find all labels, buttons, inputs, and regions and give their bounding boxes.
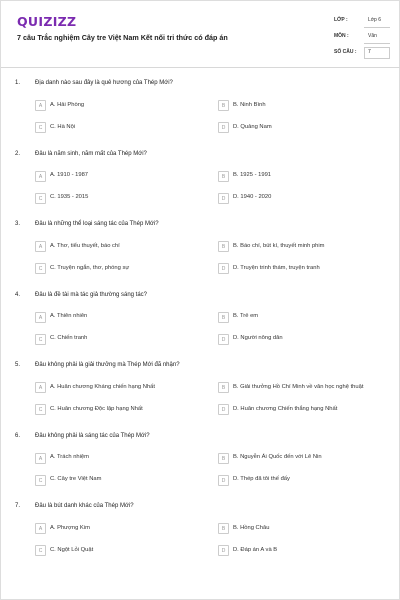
option-letter-badge: A [35,523,46,534]
option-text: B. Hồng Châu [233,524,270,531]
option-text: B. Nguyễn Ái Quốc đến với Lê Nin [233,454,322,460]
option-text: A. 1910 - 1987 [50,172,89,178]
option-letter-badge: A [35,453,46,464]
question-text: Đâu không phải là giải thưởng mà Thép Mới đã nhận? [35,362,180,368]
option-letter-badge: D [218,122,229,133]
option-text: A. Phượng Kim [50,524,90,531]
question-text: Đâu là những thể loại sáng tác của Thép Mới? [35,221,159,227]
question-7 [1,503,400,573]
meta-row-count [334,47,388,63]
option-text: A. Thiên nhiên [50,313,88,319]
question-number: 4. [15,291,21,298]
meta-label: LỚP : [334,17,348,23]
option-text: A. Trách nhiệm [50,454,89,460]
option-letter-badge: B [218,382,229,393]
worksheet-meta [334,15,388,63]
option-letter-badge: D [218,334,229,345]
option-text: C. Ngột Lỏi Quật [50,546,94,553]
option-letter-badge: B [218,453,229,464]
option-text: D. Thép đã tôi thế đấy [233,476,290,482]
question-number: 3. [15,221,21,227]
question-4 [1,292,400,362]
option-letter-badge: D [218,263,229,274]
question-text: Địa danh nào sau đây là quê hương của Thép Mới? [35,80,173,86]
meta-value: Lớp 6 [368,17,382,23]
question-number: 5. [15,362,21,368]
option-text: B. Ninh Bình [233,101,266,108]
option-text: C. Cây tre Việt Nam [50,476,102,482]
option-letter-badge: A [35,171,46,182]
option-letter-badge: B [218,171,229,182]
option-text: C. 1935 - 2015 [50,194,89,200]
header-divider [1,67,400,68]
quizizz-logo: QUIZIZZ [17,14,77,29]
option-text: B. Giải thưởng Hồ Chí Minh về văn học nghệ thuật [233,383,364,390]
option-text: A. Huân chương Kháng chiến hạng Nhất [50,383,156,390]
option-letter-badge: B [218,100,229,111]
option-letter-badge: D [218,475,229,486]
option-text: C. Hà Nội [50,123,76,130]
question-2 [1,151,400,221]
option-text: A. Thơ, tiểu thuyết, báo chí [50,242,120,249]
option-letter-badge: A [35,100,46,111]
option-letter-badge: A [35,382,46,393]
page-title: 7 câu Trắc nghiệm Cây tre Việt Nam Kết nối tri thức có đáp án [17,33,228,42]
option-text: D. Huân chương Chiến thắng hạng Nhất [233,405,338,412]
option-letter-badge: B [218,312,229,323]
option-text: B. Báo chí, bút kí, thuyết minh phim [233,242,325,249]
option-text: B. 1925 - 1991 [233,172,272,178]
meta-label: MÔN : [334,33,349,39]
question-5 [1,362,400,432]
question-1 [1,80,400,150]
question-text: Đâu là bút danh khác của Thép Mới? [35,503,134,509]
option-letter-badge: B [218,241,229,252]
meta-underline [364,27,390,28]
option-text: D. Đáp án A và B [233,546,278,553]
option-text: B. Trẻ em [233,313,259,319]
option-letter-badge: A [35,241,46,252]
option-letter-badge: D [218,404,229,415]
meta-underline [364,43,390,44]
option-letter-badge: D [218,545,229,556]
question-number: 7. [15,503,21,509]
question-number: 6. [15,432,21,439]
option-letter-badge: D [218,193,229,204]
option-letter-badge: C [35,334,46,345]
option-letter-badge: C [35,475,46,486]
meta-value: Văn [368,33,377,39]
option-letter-badge: C [35,404,46,415]
question-number: 1. [15,80,21,86]
question-text: Đâu là năm sinh, năm mất của Thép Mới? [35,150,147,157]
option-letter-badge: C [35,545,46,556]
option-text: C. Truyện ngắn, thơ, phóng sự [50,264,130,271]
option-text: C. Huân chương Độc lập hạng Nhất [50,405,143,412]
option-text: D. Truyện trinh thám, truyện tranh [233,264,320,271]
question-text: Đâu là đề tài mà tác giả thường sáng tác? [35,291,148,298]
option-letter-badge: C [35,193,46,204]
option-text: C. Chiến tranh [50,335,88,341]
option-text: D. Quảng Nam [233,123,272,130]
option-letter-badge: C [35,263,46,274]
question-text: Đâu không phải là sáng tác của Thép Mới? [35,432,150,439]
option-letter-badge: B [218,523,229,534]
meta-value: 7 [368,49,371,55]
meta-row-subject [334,31,388,47]
question-6 [1,433,400,503]
option-letter-badge: C [35,122,46,133]
option-text: A. Hải Phòng [50,101,85,108]
question-3 [1,221,400,291]
meta-label: SỐ CÂU : [334,49,357,55]
question-number: 2. [15,150,21,157]
option-letter-badge: A [35,312,46,323]
meta-row-class [334,15,388,31]
option-text: D. 1940 - 2020 [233,194,272,200]
option-text: D. Người nông dân [233,335,283,341]
